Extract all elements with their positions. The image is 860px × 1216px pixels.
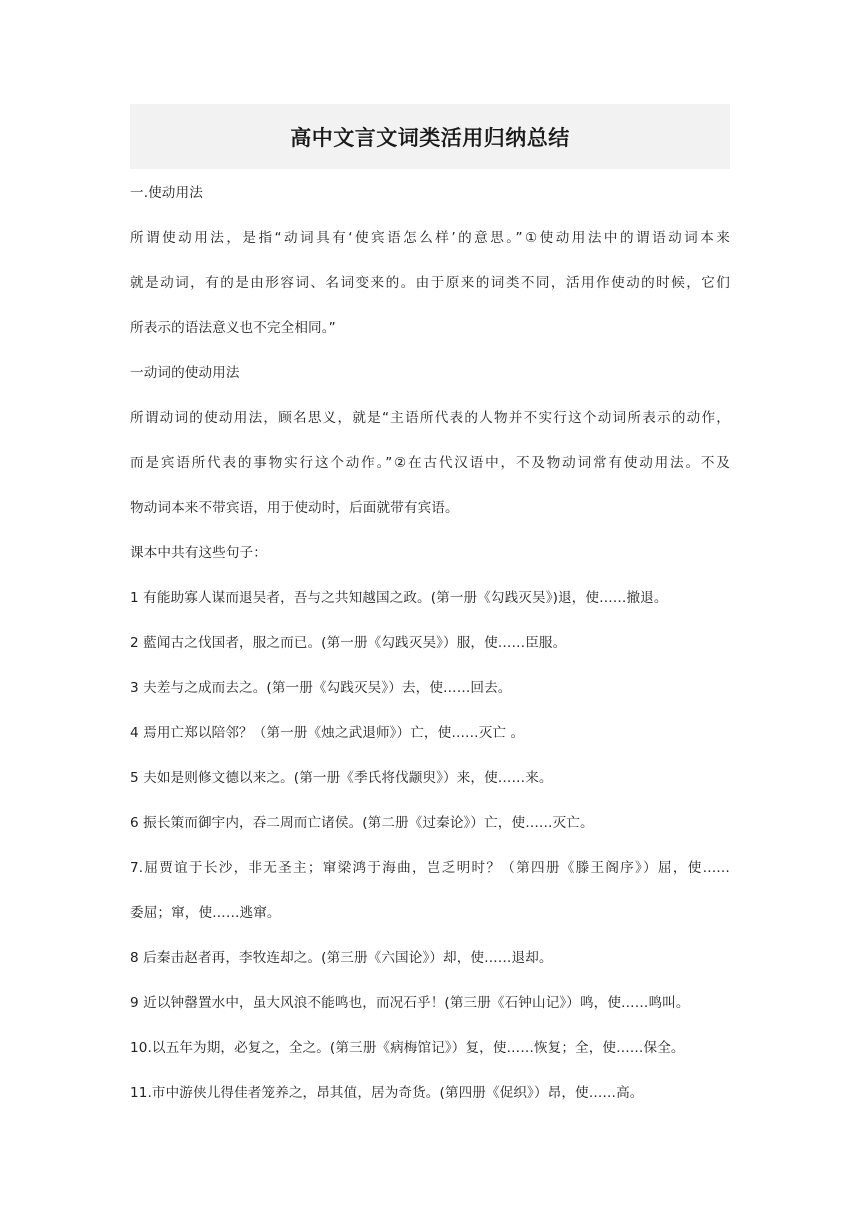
text-line: 5 夫如是则修文德以来之。(第一册《季氏将伐颛臾》）来，使……来。 [130, 770, 553, 786]
text-line: 所谓动词的使动用法，顾名思义，就是“主语所代表的人物并不实行这个动词所表示的动作， [130, 410, 730, 426]
text-line: 课本中共有这些句子： [130, 545, 267, 561]
text-line: 就是动词，有的是由形容词、名词变来的。由于原来的词类不同，活用作使动的时候，它们 [130, 275, 730, 291]
text-line: 10.以五年为期，必复之，全之。(第三册《病梅馆记》）复，使……恢复；全，使……保全。 [130, 1040, 685, 1056]
text-line: 物动词本来不带宾语，用于使动时，后面就带有宾语。 [130, 500, 459, 516]
text-line: 一动词的使动用法 [130, 365, 240, 381]
text-line: 委屈；窜，使……逃窜。 [130, 905, 281, 921]
text-line: 所表示的语法意义也不完全相同。” [130, 320, 336, 336]
text-line: 4 焉用亡郑以陪邻？（第一册《烛之武退师》）亡，使……灭亡 。 [130, 725, 525, 741]
text-line: 所谓使动用法，是指“动词具有‘使宾语怎么样’的意思。”①使动用法中的谓语动词本来 [130, 230, 730, 246]
text-line: 1 有能助寡人谋而退吴者，吾与之共知越国之政。(第一册《勾践灭吴》)退，使……撤退。 [130, 590, 668, 606]
text-line: 7.屈贾谊于长沙，非无圣主；窜梁鸿于海曲，岂乏明时？（第四册《滕王阁序》）屈，使…… [130, 860, 730, 876]
text-line: 3 夫差与之成而去之。(第一册《勾践灭吴》）去，使……回去。 [130, 680, 512, 696]
text-line: 一.使动用法 [130, 185, 203, 201]
text-line: 8 后秦击赵者再，李牧连却之。(第三册《六国论》）却，使……退却。 [130, 950, 553, 966]
page-title: 高中文言文词类活用归纳总结 [290, 125, 570, 150]
text-line: 9 近以钟罄置水中，虽大风浪不能鸣也，而况石乎！(第三册《石钟山记》）鸣，使……鸣叫。 [130, 995, 690, 1011]
text-line: 2 藍闻古之伐国者，服之而已。(第一册《勾践灭吴》）服，使……臣服。 [130, 635, 567, 651]
text-line: 11.市中游侠儿得佳者笼养之，昂其值，居为奇货。(第四册《促织》）昂，使……高。 [130, 1085, 644, 1101]
text-line: 6 振长策而御宇内，吞二周而亡诸侯。(第二册《过秦论》）亡，使……灭亡。 [130, 815, 594, 831]
title-banner [130, 104, 730, 169]
document-body [130, 176, 730, 1121]
text-line: 而是宾语所代表的事物实行这个动作。”②在古代汉语中，不及物动词常有使动用法。不及 [130, 455, 730, 471]
